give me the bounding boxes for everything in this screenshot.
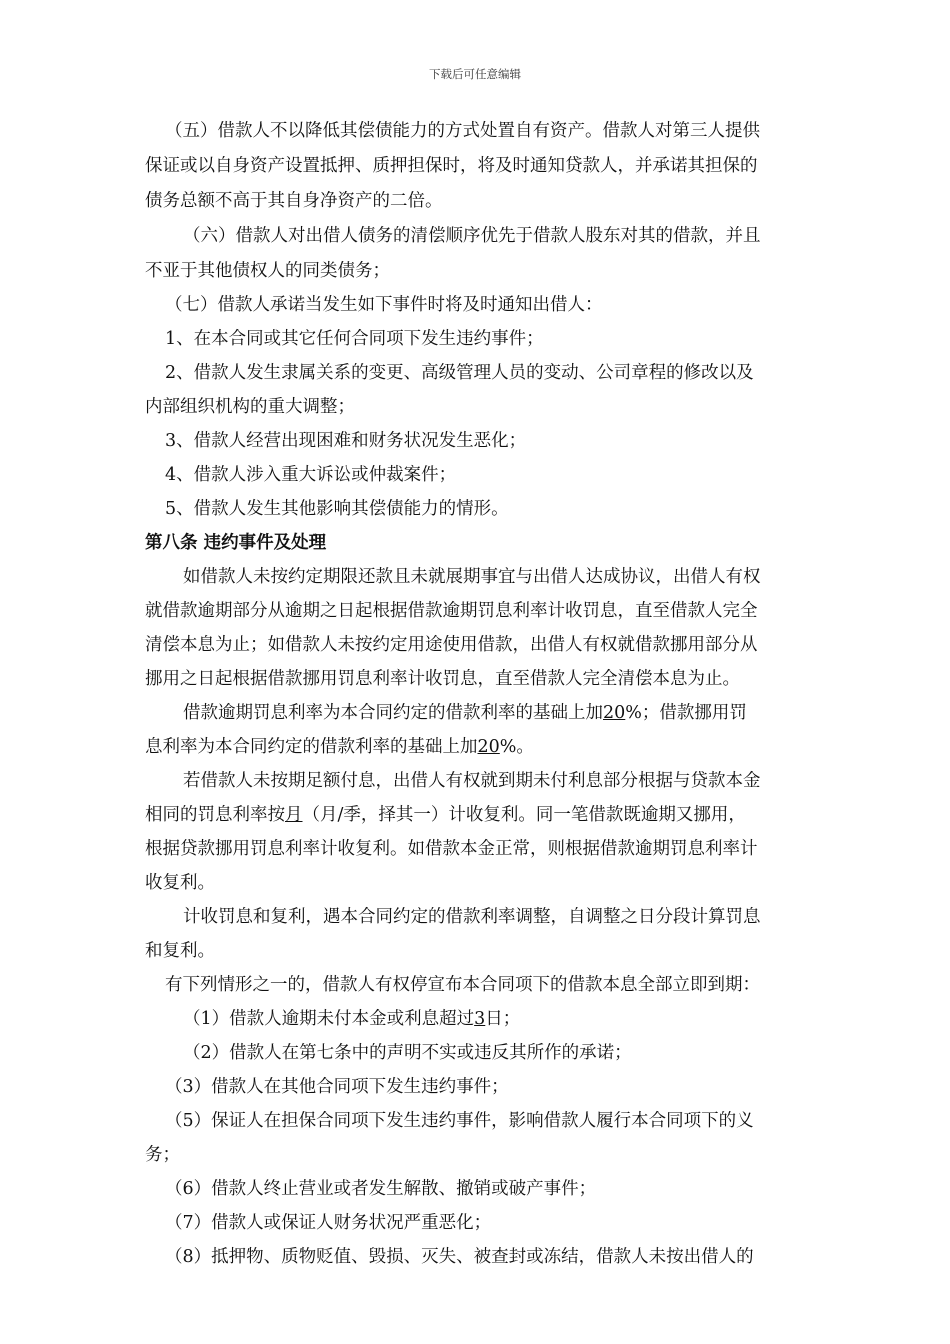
text-line: 保证或以自身资产设置抵押、质押担保时，将及时通知贷款人，并承诺其担保的 xyxy=(145,156,758,176)
text-line: 2、借款人发生隶属关系的变更、高级管理人员的变动、公司章程的修改以及 xyxy=(165,363,754,383)
page-header: 下载后可任意编辑 xyxy=(429,67,521,81)
text-line: 5、借款人发生其他影响其偿债能力的情形。 xyxy=(165,499,509,519)
text-line: 就借款逾期部分从逾期之日起根据借款逾期罚息利率计收罚息，直至借款人完全 xyxy=(145,601,758,621)
text-line xyxy=(145,804,746,826)
text-line: （七）借款人承诺当发生如下事件时将及时通知出借人： xyxy=(165,295,603,315)
text-line: 3、借款人经营出现困难和财务状况发生恶化； xyxy=(165,431,527,451)
text-line: （五）借款人不以降低其偿债能力的方式处置自有资产。借款人对第三人提供 xyxy=(165,121,760,141)
underlined-value: 月 xyxy=(285,805,303,825)
text-segment: （1）借款人逾期未付本金或利息超过 xyxy=(183,1009,475,1029)
text-line: 债务总额不高于其自身净资产的二倍。 xyxy=(145,191,443,211)
text-line: （2）借款人在第七条中的声明不实或违反其所作的承诺； xyxy=(183,1043,632,1063)
text-line: 若借款人未按期足额付息，出借人有权就到期未付利息部分根据与贷款本金 xyxy=(183,771,761,791)
text-line: 如借款人未按约定期限还款且未就展期事宜与出借人达成协议，出借人有权 xyxy=(183,567,761,587)
underlined-value: 20 xyxy=(477,737,500,757)
text-segment: %。 xyxy=(499,737,534,757)
text-line: 挪用之日起根据借款挪用罚息利率计收罚息，直至借款人完全清偿本息为止。 xyxy=(145,669,740,689)
text-line: 收复利。 xyxy=(145,873,215,893)
text-segment: 借款逾期罚息利率为本合同约定的借款利率的基础上加 xyxy=(183,703,603,723)
text-line: （8）抵押物、质物贬值、毁损、灭失、被查封或冻结，借款人未按出借人的 xyxy=(165,1247,754,1267)
text-line: 清偿本息为止；如借款人未按约定用途使用借款，出借人有权就借款挪用部分从 xyxy=(145,635,758,655)
text-line: 有下列情形之一的，借款人有权停宣布本合同项下的借款本息全部立即到期： xyxy=(165,975,760,995)
text-line: 务； xyxy=(145,1145,180,1165)
text-segment: %；借款挪用罚 xyxy=(625,703,747,723)
text-line: （3）借款人在其他合同项下发生违约事件； xyxy=(165,1077,509,1097)
underlined-value: 20 xyxy=(603,703,626,723)
text-segment: 息利率为本合同约定的借款利率的基础上加 xyxy=(145,737,478,757)
text-line: （六）借款人对出借人债务的清偿顺序优先于借款人股东对其的借款，并且 xyxy=(183,226,761,246)
text-segment: 日； xyxy=(485,1009,521,1029)
text-line: （6）借款人终止营业或者发生解散、撤销或破产事件； xyxy=(165,1179,597,1199)
text-line xyxy=(183,1008,520,1030)
text-line: （5）保证人在担保合同项下发生违约事件，影响借款人履行本合同项下的义 xyxy=(165,1111,754,1131)
section-heading: 第八条 违约事件及处理 xyxy=(145,533,327,553)
text-line: 内部组织机构的重大调整； xyxy=(145,397,355,417)
text-line: 1、在本合同或其它任何合同项下发生违约事件； xyxy=(165,329,544,349)
text-line: 和复利。 xyxy=(145,941,215,961)
text-line xyxy=(183,702,747,724)
text-line xyxy=(145,736,534,758)
text-line: （7）借款人或保证人财务状况严重恶化； xyxy=(165,1213,492,1233)
text-line: 不亚于其他债权人的同类债务； xyxy=(145,261,390,281)
text-line: 计收罚息和复利，遇本合同约定的借款利率调整，自调整之日分段计算罚息 xyxy=(183,907,761,927)
underlined-value: 3 xyxy=(474,1009,486,1029)
text-segment: （月/季，择其一）计收复利。同一笔借款既逾期又挪用， xyxy=(302,805,746,825)
text-line: 根据贷款挪用罚息利率计收复利。如借款本金正常，则根据借款逾期罚息利率计 xyxy=(145,839,758,859)
text-line: 4、借款人涉入重大诉讼或仲裁案件； xyxy=(165,465,457,485)
text-segment: 相同的罚息利率按 xyxy=(145,805,285,825)
